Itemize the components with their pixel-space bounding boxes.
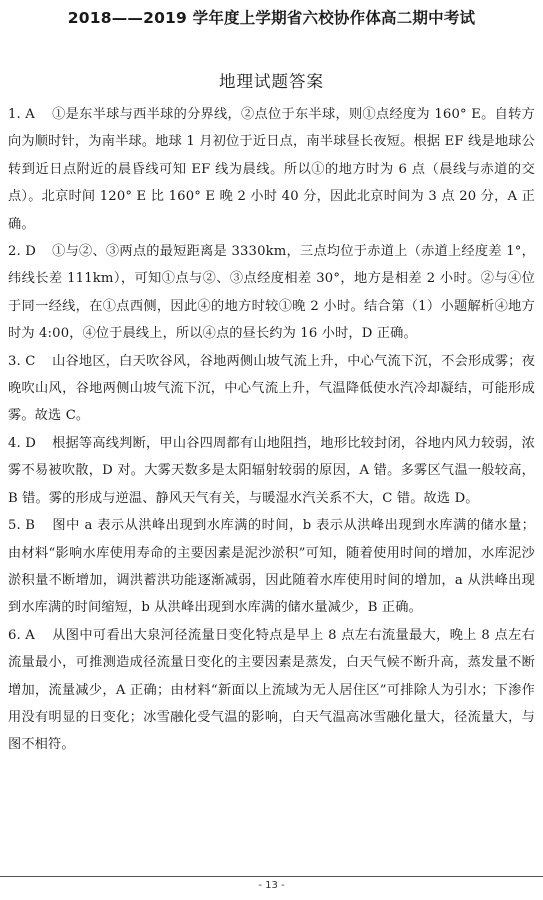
answer-text: 图中 a 表示从洪峰出现到水库满的时间，b 表示从洪峰出现到水库满的储水量；由材料“影响水库使用寿命的主要因素是泥沙淤积”可知，随着使用时间的增加，水库泥沙淤积量不断增加，调洪蓄洪功能逐渐减弱，因此随着水库使用时间的增加，a 从洪峰出现到水库满的时间缩短，b 从洪峰出现到水库满的储水量减少，B 正确。 <box>8 518 535 616</box>
answer-text: ①是东半球与西半球的分界线，②点位于东半球，则①点经度为 160° E。自转方向为顺时针，为南半球。地球 1 月初位于近日点，南半球昼长夜短。根据 EF 线是地球公转到近日点附近的晨昏线可知 EF 线为晨线。所以①的地方时为 6 点（晨线与赤道的交点）。北京时间 120° E 比 160° E 晚 2 小时 40 分，因此北京时间为 3 点 20 分，A 正确。 <box>8 107 535 232</box>
document-subtitle: 地理试题答案 <box>219 72 324 91</box>
answer-text: 根据等高线判断，甲山谷四周都有山地阻挡，地形比较封闭，谷地内风力较弱，浓雾不易被吹散，D 对。大雾天数多是太阳辐射较弱的原因，A 错。多雾区气温一般较高，B 错。雾的形成与逆温、静风天气有关，与暖湿水汽关系不大，C 错。故选 D。 <box>8 435 535 506</box>
footer-divider <box>0 876 543 877</box>
answer-number: 6. A <box>8 627 35 643</box>
answer-item <box>8 348 535 430</box>
answer-number: 2. D <box>8 244 36 260</box>
answer-item <box>8 238 535 348</box>
answer-item <box>8 430 535 512</box>
answer-text: 从图中可看出大泉河径流量日变化特点是早上 8 点左右流量最大，晚上 8 点左右流量最小，可推测造成径流量日变化的主要因素是蒸发，白天气候不断升高，蒸发量不断增加，流量减少，A 正确；由材料“新面以上流域为无人居住区”可排除人为引水；下渗作用没有明显的日变化；冰雪融化受气温的影响，白天气温高冰雪融化量大，径流量大，与图不相符。 <box>8 627 535 753</box>
answer-number: 5. B <box>8 518 36 534</box>
page-number: - 13 - <box>258 880 285 891</box>
answer-number: 3. C <box>8 353 36 369</box>
answer-number: 1. A <box>8 107 35 122</box>
answer-number: 4. D <box>8 435 36 451</box>
page-header-title: 2018——2019 学年度上学期省六校协作体高二期中考试 <box>67 9 476 27</box>
answer-item <box>8 101 535 238</box>
answer-text: ①与②、③两点的最短距离是 3330km，三点均位于赤道上（赤道上经度差 1°，纬线长差 111km），可知①点与②、③点经度相差 30°，地方是相差 2 小时。②与④位于同一经线，在①点西侧，因此④的地方时较①晚 2 小时。结合第（1）小题解析④地方时为 4:00，④位于晨线上，所以④点的昼长约为 16 小时，D 正确。 <box>8 244 535 342</box>
answer-list <box>8 101 535 759</box>
answer-item <box>8 622 535 759</box>
answer-text: 山谷地区，白天吹谷风，谷地两侧山坡气流上升，中心气流下沉，不会形成雾；夜晚吹山风，谷地两侧山坡气流下沉，中心气流上升，气温降低使水汽冷却凝结，可能形成雾。故选 C。 <box>8 353 535 424</box>
answer-item <box>8 512 535 622</box>
